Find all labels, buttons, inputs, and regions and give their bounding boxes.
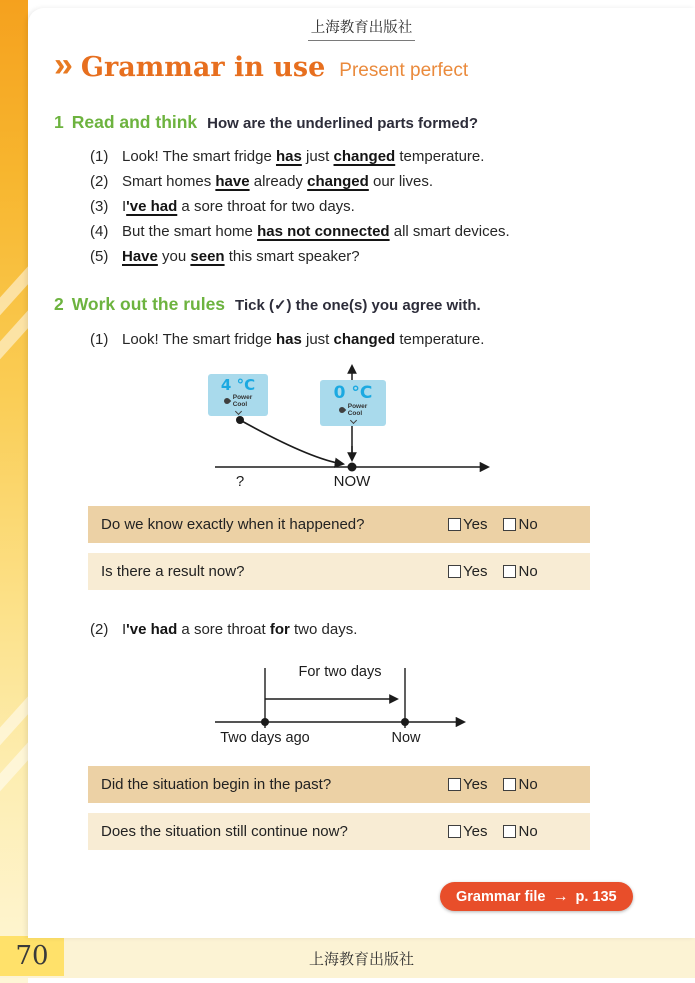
deco-stripe xyxy=(0,736,28,799)
no-label: No xyxy=(518,516,538,533)
question-row xyxy=(88,766,590,803)
publisher-header: 上海教育出版社 xyxy=(28,16,695,41)
power-cool-label: Power Cool xyxy=(339,403,368,417)
section-title: Work out the rules xyxy=(71,294,226,314)
yes-label: Yes xyxy=(463,563,488,580)
water-drop-icon xyxy=(337,405,345,413)
lesson-title xyxy=(54,46,469,84)
no-label: No xyxy=(518,563,538,580)
two-days-ago-label: Two days ago xyxy=(220,730,310,746)
now-label: NOW xyxy=(333,473,371,490)
arrow-right-icon: → xyxy=(552,887,569,905)
yes-label: Yes xyxy=(463,776,488,793)
question-text: Do we know exactly when it happened? xyxy=(101,516,365,533)
no-option xyxy=(503,563,537,580)
no-label: No xyxy=(518,776,538,793)
no-option xyxy=(503,516,537,533)
no-checkbox[interactable] xyxy=(503,778,516,791)
grammar-file-label: Grammar file xyxy=(456,888,546,905)
sentence-text: Look! The smart fridge has just changed temperature. xyxy=(122,148,485,165)
answer-options xyxy=(448,516,590,533)
example-sentence xyxy=(90,330,660,350)
question-text: Did the situation begin in the past? xyxy=(101,776,332,793)
chevron-down-icon xyxy=(234,407,241,414)
sentence-text: I've had a sore throat for two days. xyxy=(122,621,358,638)
content-card xyxy=(28,8,695,938)
sentence-text: I've had a sore throat for two days. xyxy=(122,198,355,215)
yes-option xyxy=(448,776,487,793)
deco-stripe xyxy=(0,304,28,367)
fridge-display-left xyxy=(208,374,268,416)
temperature-value: 4 °C xyxy=(220,375,256,394)
grammar-file-button[interactable] xyxy=(440,882,633,911)
publisher-footer: 上海教育出版社 xyxy=(308,951,414,968)
item-number: (3) xyxy=(90,198,109,215)
item-number: (2) xyxy=(90,621,109,638)
grammar-file-page-ref: p. 135 xyxy=(575,888,617,905)
duration-label: For two days xyxy=(298,664,382,680)
sentence-text: Smart homes have already changed our lives. xyxy=(122,173,434,190)
no-option xyxy=(503,776,537,793)
no-checkbox[interactable] xyxy=(503,518,516,531)
section-number: 2 xyxy=(54,294,64,314)
question-mark-label: ? xyxy=(235,473,245,490)
question-text: Is there a result now? xyxy=(101,563,245,580)
yes-checkbox[interactable] xyxy=(448,825,461,838)
double-chevron-icon: » xyxy=(54,46,71,84)
question-row xyxy=(88,553,590,590)
sentence-text: Look! The smart fridge has just changed temperature. xyxy=(122,331,485,348)
sentence-item xyxy=(90,172,660,192)
section-number: 1 xyxy=(54,112,64,132)
temperature-value: 0 °C xyxy=(333,382,373,403)
yes-checkbox[interactable] xyxy=(448,565,461,578)
sentence-item xyxy=(90,247,660,267)
page-subtitle: Present perfect xyxy=(339,60,469,81)
question-row xyxy=(88,813,590,850)
item-number: (1) xyxy=(90,331,109,348)
section-prompt: Tick (✓) the one(s) you agree with. xyxy=(235,297,481,314)
no-checkbox[interactable] xyxy=(503,565,516,578)
no-option xyxy=(503,823,537,840)
item-number: (4) xyxy=(90,223,109,240)
question-text: Does the situation still continue now? xyxy=(101,823,348,840)
sentence-item xyxy=(90,222,660,242)
page-title: Grammar in use xyxy=(80,52,326,83)
fridge-timeline-diagram xyxy=(180,354,525,502)
duration-timeline-diagram xyxy=(180,658,500,762)
yes-label: Yes xyxy=(463,823,488,840)
no-checkbox[interactable] xyxy=(503,825,516,838)
example-sentence xyxy=(90,620,660,640)
sentence-text: Have you seen this smart speaker? xyxy=(122,248,360,265)
page-number: 70 xyxy=(0,936,64,976)
deco-stripe xyxy=(0,690,28,753)
item-number: (2) xyxy=(90,173,109,190)
section-title: Read and think xyxy=(71,112,198,132)
now-label: Now xyxy=(391,730,421,746)
answer-options xyxy=(448,776,590,793)
yes-option xyxy=(448,516,487,533)
section-2-heading xyxy=(54,294,481,315)
section-1-heading xyxy=(54,112,478,133)
power-cool-label: Power Cool xyxy=(224,394,253,408)
item-number: (1) xyxy=(90,148,109,165)
left-gradient-strip xyxy=(0,0,28,983)
section-prompt: How are the underlined parts formed? xyxy=(207,115,479,132)
answer-options xyxy=(448,563,590,580)
no-label: No xyxy=(518,823,538,840)
sentence-item xyxy=(90,147,660,167)
yes-checkbox[interactable] xyxy=(448,778,461,791)
yes-option xyxy=(448,823,487,840)
fridge-display-right xyxy=(320,380,386,426)
sentence-text: But the smart home has not connected all smart devices. xyxy=(122,223,510,240)
yes-label: Yes xyxy=(463,516,488,533)
yes-option xyxy=(448,563,487,580)
chevron-down-icon xyxy=(349,416,356,423)
question-row xyxy=(88,506,590,543)
item-number: (5) xyxy=(90,248,109,265)
sentence-item xyxy=(90,197,660,217)
yes-checkbox[interactable] xyxy=(448,518,461,531)
water-drop-icon xyxy=(222,396,230,404)
answer-options xyxy=(448,823,590,840)
